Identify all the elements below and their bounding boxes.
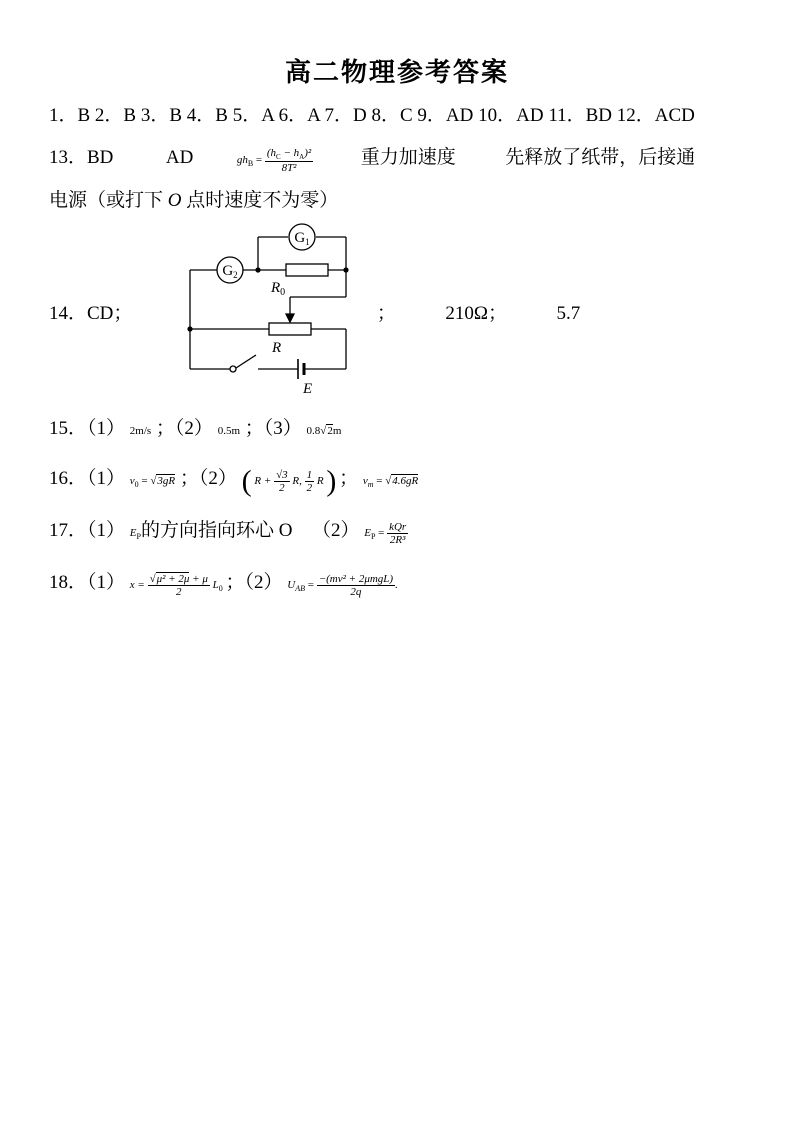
q17-line: 17．（1） $E_P$的方向指向环心 O （2） $E_P$ = $\frac{\text{kQr}}{\text{2R³}}$: [49, 520, 407, 546]
r-label: R: [272, 340, 282, 356]
q18-line: 18．（1） x = $\frac{\text{√μ² + 2μ + μ}}{2}$ $L_0$ ；（2） $U_{AB}$ = $\frac{\text{−(mv² + 2μmgL)}}{2q}$ .: [49, 572, 398, 598]
q13-line: [49, 142, 695, 174]
q13-formula: $gh_B$ = $\frac{(h_C - h_A)^2}{\text{8T²}}$: [236, 146, 312, 175]
e-label: E: [303, 381, 313, 397]
q13-continuation: 电源（或打下 O 点时速度不为零）: [49, 190, 339, 211]
svg-text:G1: $G_1$: [294, 230, 310, 247]
q18-label: 18．（1）: [49, 572, 126, 593]
page-title: 高二物理参考答案: [284, 58, 509, 88]
g1-label: G: [294, 230, 306, 246]
svg-text:G2: $G_2$: [222, 263, 238, 280]
q13-answer-4: 重力加速度: [360, 147, 456, 168]
q16-label: 16．（1）: [49, 468, 126, 489]
g2-label: G: [222, 263, 234, 279]
q14-answer-2: 210Ω；: [445, 303, 508, 324]
q17-label: 17．（1）: [49, 520, 126, 541]
q13-answer-5: 先释放了纸带，后接通: [505, 147, 696, 168]
q14-answer-3: 5.7: [556, 303, 581, 324]
svg-text:R0: $R_0$: [271, 280, 286, 298]
q15-line: 15．（1） 2m/s ；（2） 0.5m ；（3） 0.8√2m: [49, 418, 342, 439]
q13-answer-2: AD: [165, 147, 194, 168]
q14-circuit-diagram: [180, 222, 380, 397]
q13-label: 13．BD: [49, 147, 114, 168]
q14-label: 14．CD；: [49, 303, 133, 324]
q16-line: 16．（1） $v_0 = √3gR$ ；（2） ( R + $\frac{√3}{2}$ R, $\frac{1}{2}$ R ) ； $v_m = √4.6gR$: [49, 464, 419, 498]
q15-label: 15．（1）: [49, 418, 126, 439]
r0-label: R: [271, 280, 281, 296]
answers-1-12: 1．B 2．B 3．B 4．B 5．A 6．A 7．D 8．C 9．AD 10．AD 11．BD 12．ACD: [49, 105, 695, 126]
q14-sep: ；: [376, 303, 396, 324]
